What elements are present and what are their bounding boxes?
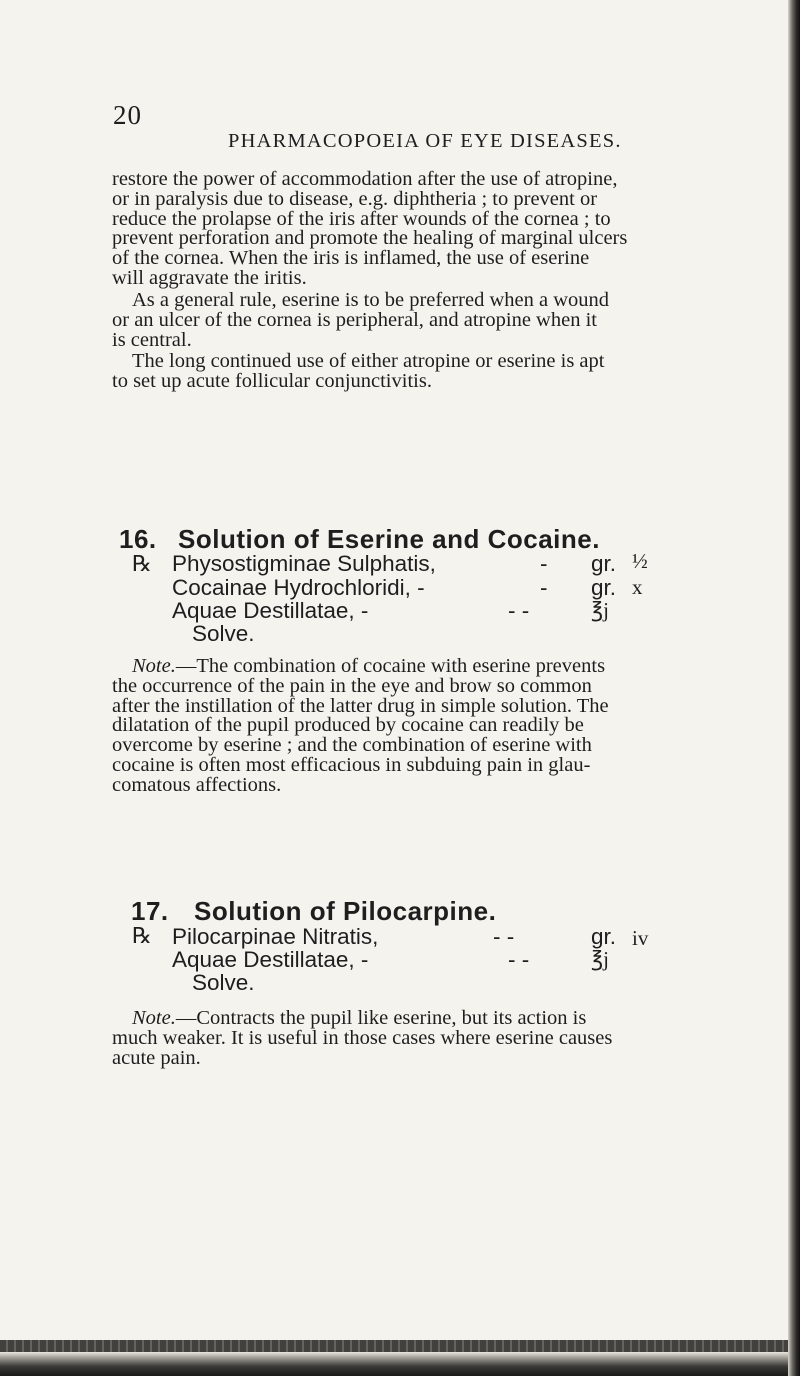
text-line: the occurrence of the pain in the eye and brow so common xyxy=(112,674,592,697)
text-line: is central. xyxy=(112,328,192,351)
ingredient-unit: gr. xyxy=(591,924,617,949)
ingredient-leader: - - xyxy=(493,924,515,949)
intro-paragraph-1 xyxy=(112,170,772,289)
ingredient-unit: ℥j xyxy=(591,947,609,971)
ingredient-name: Aquae Destillatae, - xyxy=(172,947,369,972)
ingredient-name: Aquae Destillatae, - xyxy=(172,598,369,623)
text-line: overcome by eserine ; and the combination of eserine with xyxy=(112,734,592,757)
text-line: restore the power of accommodation after the use of atropine, xyxy=(112,168,618,190)
ingredient-leader: - - xyxy=(508,947,530,972)
text-line: after the instillation of the latter drug in simple solution. The xyxy=(112,694,609,717)
section-title-16: Solution of Eserine and Cocaine. xyxy=(178,524,600,554)
text-line: cocaine is often most efficacious in subduing pain in glau- xyxy=(112,753,591,776)
prescription-direction: Solve. xyxy=(192,621,255,646)
ingredient-name: Pilocarpinae Nitratis, xyxy=(172,924,379,949)
section-number-16: 16. xyxy=(119,524,157,554)
section-title-17: Solution of Pilocarpine. xyxy=(194,896,497,926)
ingredient-name: Cocainae Hydrochloridi, - xyxy=(172,575,425,600)
ingredient-unit: gr. xyxy=(591,551,617,576)
prescription-direction: Solve. xyxy=(192,970,255,995)
rx-symbol: ℞ xyxy=(132,924,152,949)
ingredient-leader: - - xyxy=(508,598,530,623)
scan-right-edge xyxy=(788,0,800,1376)
text-line: will aggravate the iritis. xyxy=(112,266,307,289)
text-line: or an ulcer of the cornea is peripheral, and atropine when it xyxy=(112,308,597,331)
text-line: much weaker. It is useful in those cases where eserine causes xyxy=(112,1026,613,1049)
text-line xyxy=(112,1009,772,1029)
ingredient-leader: - xyxy=(540,551,548,576)
text-line: of the cornea. When the iris is inflamed, the use of eserine xyxy=(112,247,590,270)
text-line: As a general rule, eserine is to be preferred when a wound xyxy=(132,289,609,311)
text-line: acute pain. xyxy=(112,1046,201,1069)
page-number: 20 xyxy=(113,100,142,130)
ingredient-amount: iv xyxy=(632,926,649,950)
running-head: PHARMACOPOEIA OF EYE DISEASES. xyxy=(228,130,622,152)
ingredient-amount: x xyxy=(632,575,643,599)
note-label: Note. xyxy=(132,1007,176,1029)
rx-symbol: ℞ xyxy=(132,552,152,577)
text-line: or in paralysis due to disease, e.g. diphtheria ; to prevent or xyxy=(112,187,598,210)
ingredient-leader: - xyxy=(540,575,548,600)
note-label: Note. xyxy=(132,655,176,677)
text-line xyxy=(112,657,772,677)
intro-paragraph-3 xyxy=(112,352,772,392)
text-line: reduce the prolapse of the iris after wounds of the cornea ; to xyxy=(112,207,611,230)
note-16 xyxy=(112,657,772,796)
note-17 xyxy=(112,1009,772,1068)
text-line: comatous affections. xyxy=(112,773,282,796)
text-line: to set up acute follicular conjunctivitis. xyxy=(112,369,432,392)
scan-bottom-edge-band xyxy=(0,1340,800,1352)
text-line: dilatation of the pupil produced by cocaine can readily be xyxy=(112,714,584,737)
text-line: prevent perforation and promote the healing of marginal ulcers xyxy=(112,227,628,250)
text-line: The long continued use of either atropine or eserine is apt xyxy=(132,350,605,372)
scan-bottom-edge xyxy=(0,1352,800,1376)
note-text: —The combination of cocaine with eserine prevents xyxy=(175,655,606,677)
ingredient-name: Physostigminae Sulphatis, xyxy=(172,551,436,576)
intro-paragraph-2 xyxy=(112,291,772,350)
ingredient-unit: ℥j xyxy=(591,598,609,622)
ingredient-unit: gr. xyxy=(591,575,617,600)
section-number-17: 17. xyxy=(131,896,169,926)
note-text: —Contracts the pupil like eserine, but its action is xyxy=(175,1007,587,1029)
ingredient-amount: ½ xyxy=(632,549,648,573)
